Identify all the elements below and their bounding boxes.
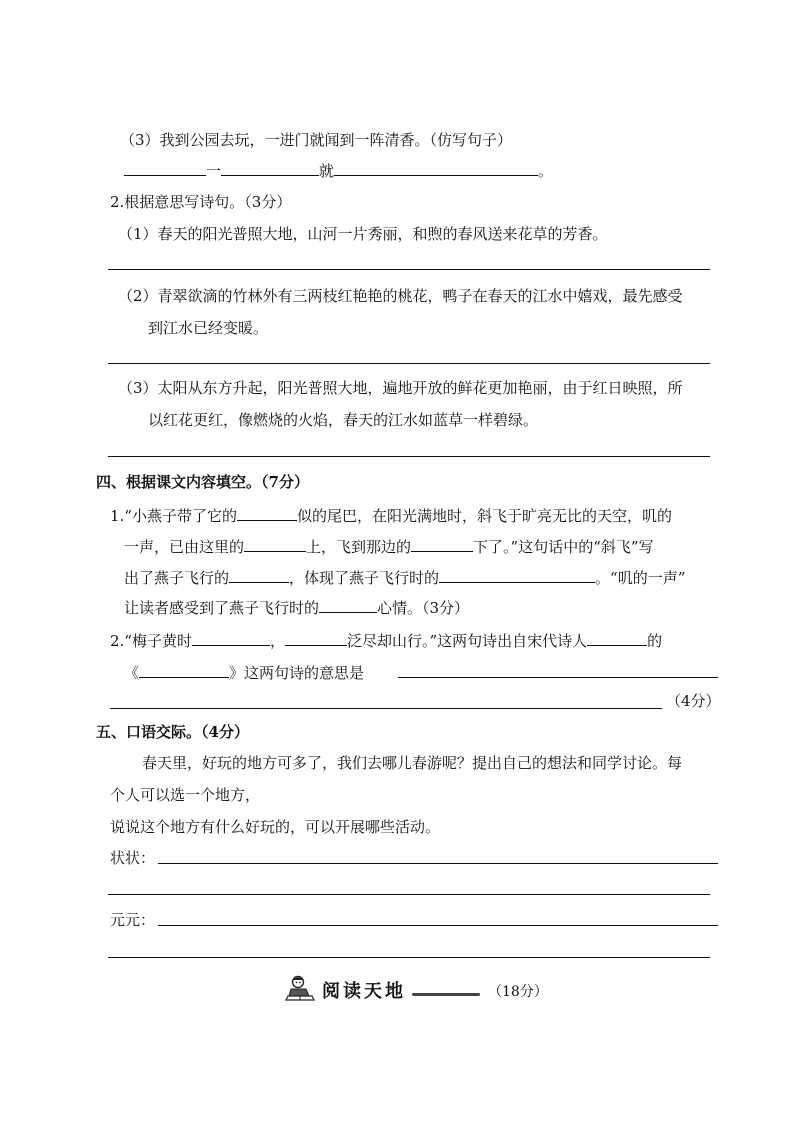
answer-blank[interactable] [319,597,377,613]
answer-line[interactable] [108,269,710,270]
answer-line[interactable] [108,363,710,364]
s4-q1-line1: 1.“小燕子带了它的 似的尾巴，在阳光满地时，斜飞于旷亮无比的天空，叽的 [110,507,672,525]
s5-paragraph-1: 春天里，好玩的地方可多了，我们去哪儿春游呢？提出自己的想法和同学讨论。每 [142,754,683,772]
answer-blank[interactable] [334,160,538,176]
section-5-title: 五、口语交际。（4分） [96,723,249,741]
answer-blank[interactable] [229,567,289,583]
answer-line[interactable] [108,456,710,457]
answer-line[interactable] [108,957,710,958]
q3-sentence-imitation-prompt: （3）我到公园去玩，一进门就闻到一阵清香。（仿写句子） [120,131,513,149]
answer-blank[interactable] [411,536,473,552]
s4-q2-line2: 《 》这两句诗的意思是 [124,664,365,682]
speaker-zhuangzhuang-label: 状状： [110,849,156,867]
s4-q1-line3: 出了燕子飞行的 ，体现了燕子飞行时的 。“叽的一声” [124,569,686,587]
q3-imitation-answer-line: 一 就 。 [124,160,553,181]
answer-line[interactable] [158,925,718,926]
poem-item-2-cont: 到江水已经变暖。 [148,319,269,337]
section-4-title: 四、根据课文内容填空。（7分） [96,473,309,491]
reading-section-banner [284,974,548,1004]
answer-line[interactable] [108,894,710,895]
reading-section-score: （18分） [488,984,548,1000]
poem-item-2: （2）青翠欲滴的竹林外有三两枝红艳艳的桃花，鸭子在春天的江水中嬉戏，最先感受 [118,287,683,305]
poem-item-1: （1）春天的阳光普照大地，山河一片秀丽，和煦的春风送来花草的芳香。 [118,225,608,243]
s4-q2-line1: 2.“梅子黄时 ， 泛尽却山行。”这两句诗出自宋代诗人 的 [110,632,663,650]
answer-blank[interactable] [124,160,206,176]
s5-paragraph-2: 个人可以选一个地方， [110,786,261,804]
answer-blank[interactable] [587,630,647,646]
s4-q1-line2: 一声，已由这里的 上，飞到那边的 下了。”这句话中的“斜飞”写 [124,538,654,556]
answer-blank[interactable] [139,662,229,678]
answer-line[interactable] [398,677,718,678]
answer-blank[interactable] [221,160,319,176]
answer-line[interactable] [110,708,662,709]
poem-writing-title: 2.根据意思写诗句。（3分） [110,193,292,211]
banner-underline [412,993,480,996]
s4-q1-line4: 让读者感受到了燕子飞行时的 心情。（3分） [124,599,470,617]
speaker-yuanyuan-label: 元元： [110,911,156,929]
s4-q2-score: （4分） [666,692,721,710]
answer-line[interactable] [158,863,718,864]
answer-blank[interactable] [439,567,595,583]
s5-paragraph-3: 说说这个地方有什么好玩的，可以开展哪些活动。 [110,818,441,836]
poem-item-3: （3）太阳从东方升起，阳光普照大地，遍地开放的鲜花更加艳丽，由于红日映照，所 [118,379,683,397]
answer-blank[interactable] [237,505,297,521]
answer-blank[interactable] [244,536,306,552]
answer-blank[interactable] [192,630,270,646]
poem-item-3-cont: 以红花更红，像燃烧的火焰，春天的江水如蓝草一样碧绿。 [148,411,539,429]
reading-section-title: 阅读天地 [322,981,406,1002]
answer-blank[interactable] [285,630,347,646]
reading-child-icon [284,974,320,1004]
